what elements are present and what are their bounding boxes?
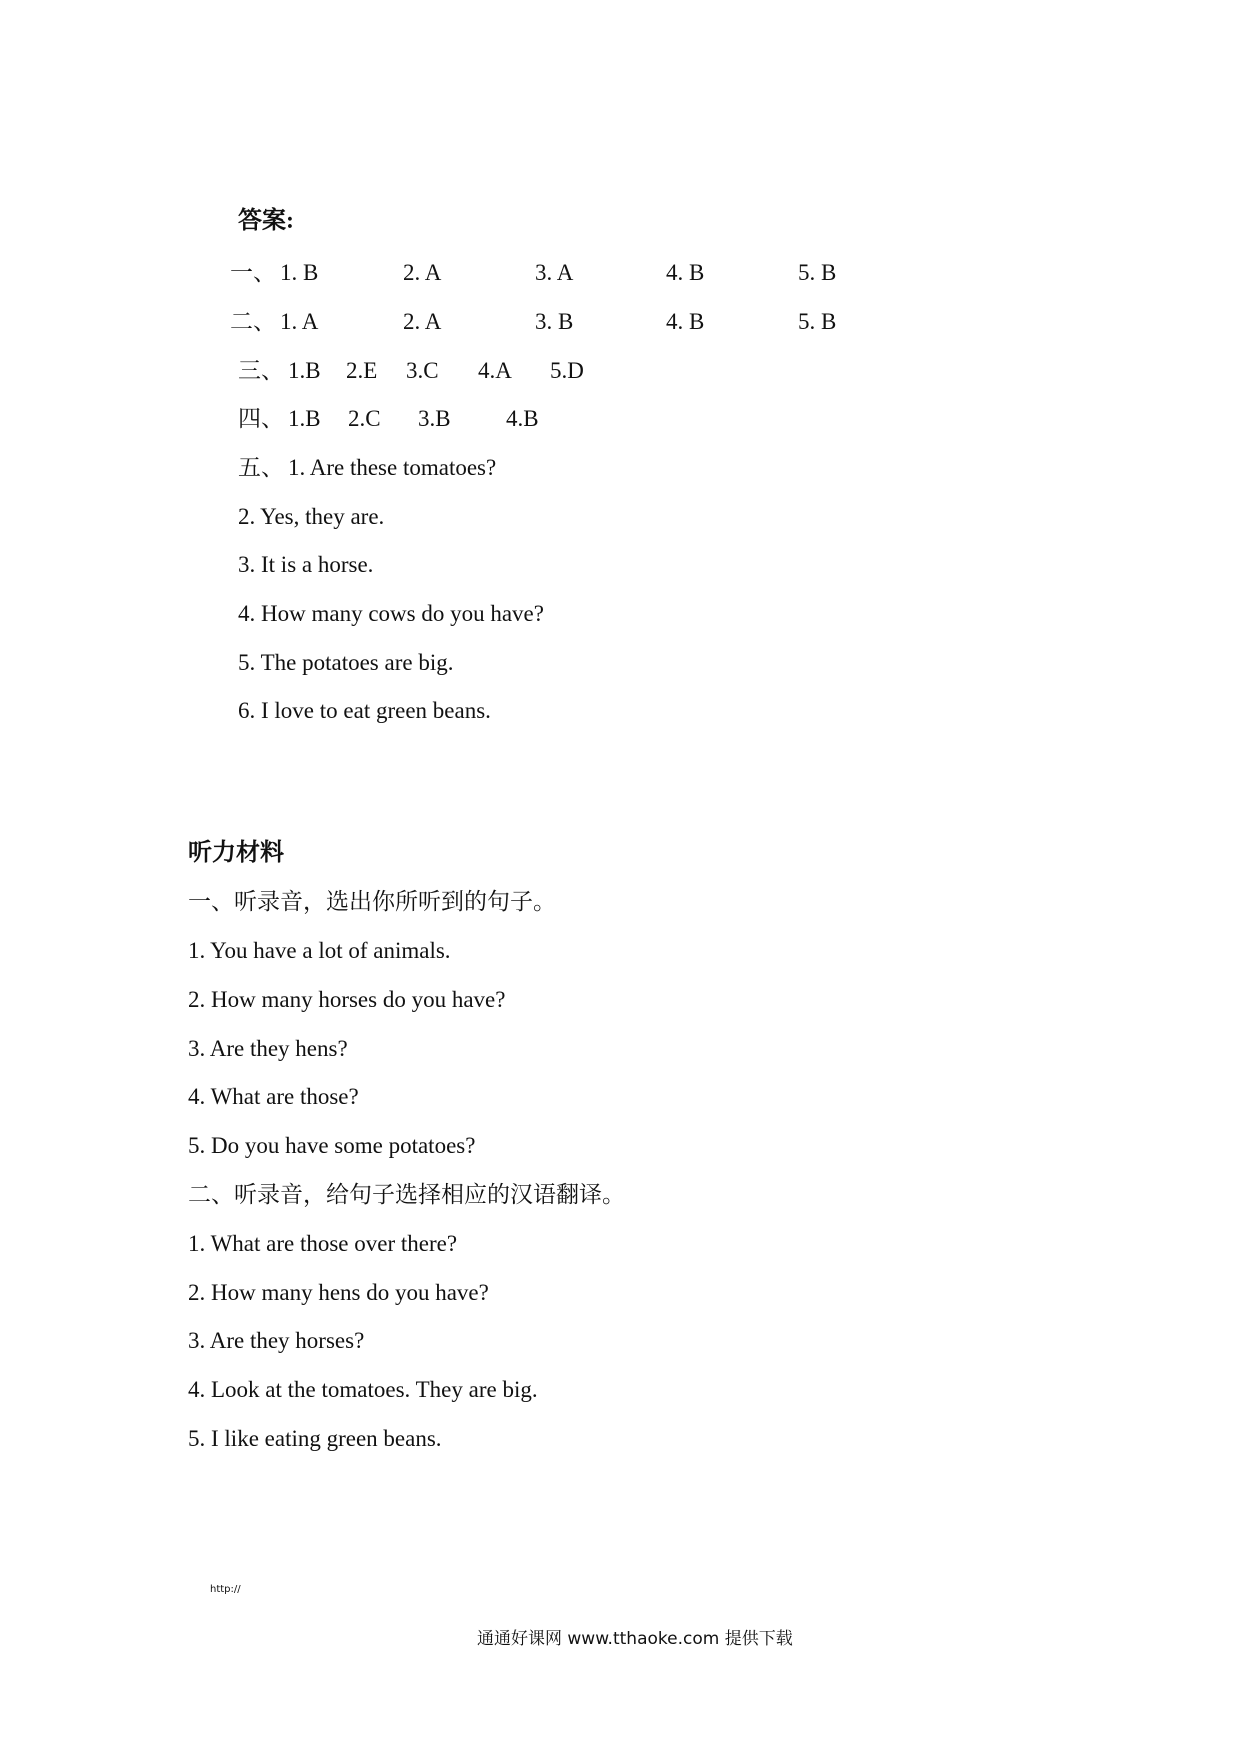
answer-item: 1.B	[288, 358, 321, 383]
answer-item: 5.D	[550, 358, 584, 383]
listening-part-1-heading: 一、听录音，选出你所听到的句子。	[188, 889, 556, 914]
answer-sentence: 3. It is a horse.	[238, 552, 374, 577]
listening-sentence: 3. Are they horses?	[188, 1328, 365, 1353]
listening-sentence: 5. Do you have some potatoes?	[188, 1133, 476, 1158]
section-1-prefix: 一、	[230, 260, 276, 285]
listening-sentence: 3. Are they hens?	[188, 1036, 348, 1061]
answer-sentence: 5. The potatoes are big.	[238, 650, 454, 675]
listening-sentence: 4. What are those?	[188, 1084, 359, 1109]
section-2-prefix: 二、	[230, 309, 276, 334]
answer-item: 2.C	[348, 406, 381, 431]
answer-sentence: 4. How many cows do you have?	[238, 601, 544, 626]
answer-sentence: 2. Yes, they are.	[238, 504, 385, 529]
answer-item: 4.B	[506, 406, 539, 431]
answer-item: 3.C	[406, 358, 439, 383]
answer-item: 1.B	[288, 406, 321, 431]
answer-item: 3.B	[418, 406, 451, 431]
answer-item: 3. B	[535, 309, 574, 334]
answer-item: 2. A	[403, 309, 442, 334]
answer-item: 2.E	[346, 358, 378, 383]
listening-sentence: 2. How many hens do you have?	[188, 1280, 489, 1305]
listening-title: 听力材料	[188, 840, 284, 866]
answer-item: 1. A	[280, 309, 319, 334]
section-4-prefix: 四、	[238, 406, 284, 431]
listening-sentence: 1. You have a lot of animals.	[188, 938, 451, 963]
listening-sentence: 4. Look at the tomatoes. They are big.	[188, 1377, 538, 1402]
section-5-prefix: 五、	[238, 455, 284, 480]
listening-part-2-heading: 二、听录音，给句子选择相应的汉语翻译。	[188, 1182, 625, 1207]
answers-title: 答案:	[238, 208, 294, 234]
listening-sentence: 2. How many horses do you have?	[188, 987, 506, 1012]
answer-item: 5. B	[798, 260, 837, 285]
listening-sentence: 5. I like eating green beans.	[188, 1426, 442, 1451]
small-url-text: http://	[210, 1584, 241, 1595]
answer-item: 4. B	[666, 309, 705, 334]
answer-sentence: 6. I love to eat green beans.	[238, 698, 491, 723]
answer-item: 5. B	[798, 309, 837, 334]
section-3-prefix: 三、	[238, 358, 284, 383]
answer-item: 4. B	[666, 260, 705, 285]
answer-item: 3. A	[535, 260, 574, 285]
answer-item: 2. A	[403, 260, 442, 285]
answer-sentence: 1. Are these tomatoes?	[288, 455, 497, 480]
listening-sentence: 1. What are those over there?	[188, 1231, 458, 1256]
footer-download-text: 通通好课网 www.tthaoke.com 提供下载	[477, 1629, 793, 1649]
answer-item: 4.A	[478, 358, 512, 383]
answer-item: 1. B	[280, 260, 319, 285]
